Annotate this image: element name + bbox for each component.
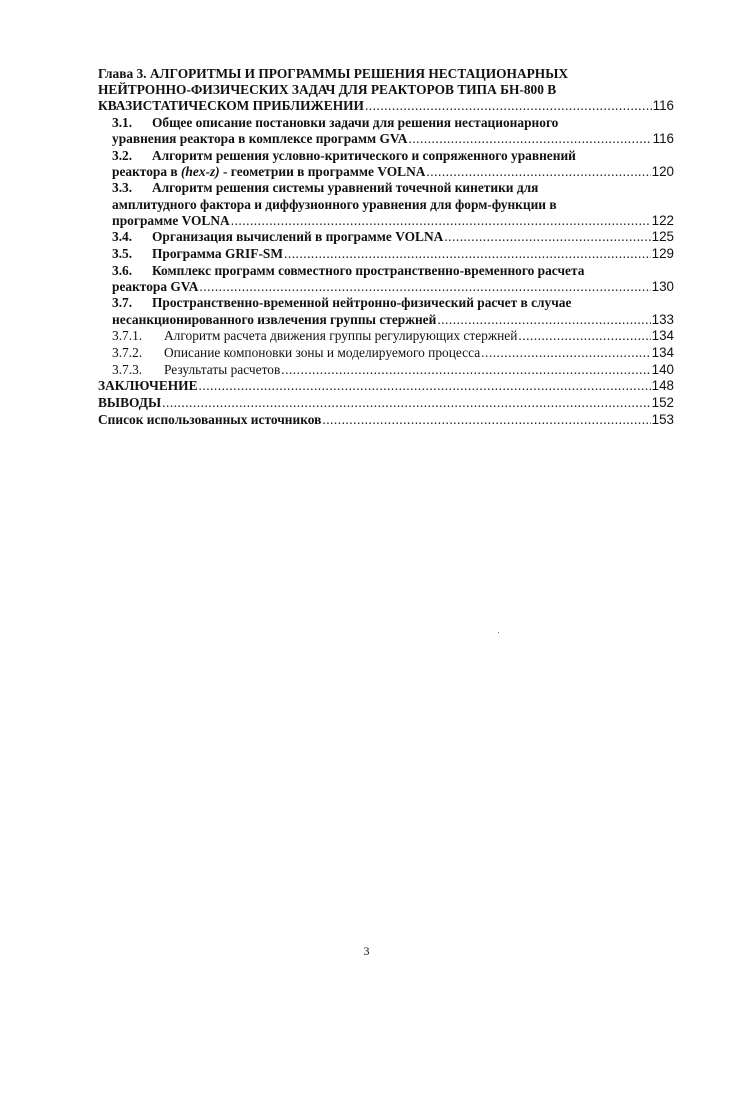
scan-speck	[498, 632, 499, 633]
toc-entry-3-7-1[interactable]	[98, 328, 674, 344]
toc-entry-3-5[interactable]	[98, 246, 674, 262]
toc-page-number: 130	[651, 278, 674, 294]
toc-page-number: 133	[651, 311, 674, 327]
toc-page-number: 152	[651, 395, 674, 410]
toc-entry-references[interactable]	[98, 412, 674, 428]
toc-leader-dots	[444, 229, 650, 245]
toc-entry-text-line-1: Алгоритм решения системы уравнений точечной кинетики для	[152, 180, 539, 196]
toc-page-number: 116	[652, 130, 674, 146]
toc-entry-text: Алгоритм расчета движения группы регулирующих стержней	[164, 328, 518, 344]
toc-entry-text: Программа GRIF-SM	[152, 246, 283, 261]
toc-leader-dots	[162, 395, 651, 411]
toc-page-number: 140	[651, 361, 674, 377]
toc-entry-3-6[interactable]	[98, 263, 674, 295]
toc-page-number: 134	[651, 344, 674, 360]
toc-page-number: 116	[652, 98, 674, 114]
toc-section-number: 3.7.2.	[112, 344, 143, 360]
toc-entry-3-1[interactable]	[98, 115, 674, 147]
toc-page-number: 120	[651, 163, 674, 179]
toc-entry-3-3[interactable]	[98, 180, 674, 228]
toc-section-number: 3.6.	[112, 262, 133, 278]
toc-entry-text-line-1: Общее описание постановки задачи для решения нестационарного	[152, 114, 559, 130]
toc-page-number: 129	[651, 246, 674, 261]
toc-entry-text-line-2: амплитудного фактора и диффузионного уравнения для форм-функции в	[112, 196, 557, 212]
toc-page-number: 148	[651, 378, 674, 394]
toc-entry-text-line-2: несанкционированного извлечения группы стержней	[112, 311, 437, 327]
toc-entry-text-line-1: Глава 3. АЛГОРИТМЫ И ПРОГРАММЫ РЕШЕНИЯ НЕСТАЦИОНАРНЫХ	[98, 66, 569, 81]
toc-section-number: 3.1.	[112, 114, 133, 130]
toc-section-number: 3.7.3.	[112, 361, 143, 377]
toc-entry-text-line-2: уравнения реактора в комплексе программ GVA	[112, 130, 408, 146]
toc-leader-dots	[284, 246, 651, 262]
toc-entry-text: ВЫВОДЫ	[98, 395, 162, 410]
toc-entry-text-line-1: Алгоритм решения условно-критического и сопряженного уравнений	[152, 147, 576, 163]
toc-entry-3-4[interactable]	[98, 229, 674, 245]
toc-leader-dots	[322, 412, 650, 428]
toc-entry-findings[interactable]	[98, 395, 674, 411]
toc-entry-text-segment: - геометрии в программе VOLNA	[219, 163, 426, 179]
toc-entry-chapter-3[interactable]	[98, 66, 674, 114]
toc-entry-text-line-1: Пространственно-временной нейтронно-физический расчет в случае	[152, 295, 572, 311]
toc-entry-text-segment: реактора в	[112, 163, 181, 179]
toc-section-number: 3.5.	[112, 246, 133, 261]
toc-entry-conclusion[interactable]	[98, 378, 674, 394]
toc-section-number: 3.7.1.	[112, 328, 143, 344]
toc-entry-text-line-1: Комплекс программ совместного пространственно-временного расчета	[152, 262, 585, 278]
toc-entry-text: Список использованных источников	[98, 411, 322, 427]
toc-section-number: 3.3.	[112, 180, 133, 196]
toc-leader-dots	[199, 378, 651, 394]
toc-entry-text-line-2: реактора GVA	[112, 278, 199, 294]
toc-entry-text: ЗАКЛЮЧЕНИЕ	[98, 378, 198, 394]
toc-page-number: 153	[651, 411, 674, 427]
toc-section-number: 3.2.	[112, 147, 133, 163]
toc-page-number: 134	[651, 328, 674, 344]
toc-page-number: 122	[651, 212, 674, 228]
toc-entry-italic-segment: (hex-z)	[180, 163, 220, 179]
toc-entry-text-line-3: программе VOLNA	[112, 212, 230, 228]
toc-leader-dots	[426, 164, 650, 180]
toc-entry-3-2[interactable]	[98, 148, 674, 180]
toc-entry-text: Описание компоновки зоны и моделируемого процесса	[164, 344, 481, 360]
toc-leader-dots	[437, 312, 650, 328]
toc-entry-text: Результаты расчетов	[164, 361, 281, 377]
toc-leader-dots	[199, 279, 650, 295]
toc-entry-text-line-2	[112, 164, 425, 180]
table-of-contents	[98, 66, 674, 428]
toc-leader-dots	[281, 362, 650, 378]
toc-entry-3-7[interactable]	[98, 295, 674, 327]
toc-section-number: 3.4.	[112, 229, 133, 245]
toc-page-number: 125	[651, 229, 674, 245]
toc-leader-dots	[481, 345, 651, 361]
toc-entry-text-line-2: НЕЙТРОННО-ФИЗИЧЕСКИХ ЗАДАЧ ДЛЯ РЕАКТОРОВ ТИПА БН-800 В	[98, 82, 557, 98]
toc-leader-dots	[408, 131, 651, 147]
toc-leader-dots	[518, 328, 650, 344]
toc-section-number: 3.7.	[112, 295, 133, 311]
toc-entry-3-7-2[interactable]	[98, 345, 674, 361]
toc-entry-text: Организация вычислений в программе VOLNA	[152, 229, 444, 245]
page-number: 3	[363, 944, 370, 958]
toc-leader-dots	[365, 98, 652, 114]
toc-entry-text-line-3: КВАЗИСТАТИЧЕСКОМ ПРИБЛИЖЕНИИ	[98, 98, 364, 114]
toc-entry-3-7-3[interactable]	[98, 362, 674, 378]
toc-leader-dots	[231, 213, 651, 229]
